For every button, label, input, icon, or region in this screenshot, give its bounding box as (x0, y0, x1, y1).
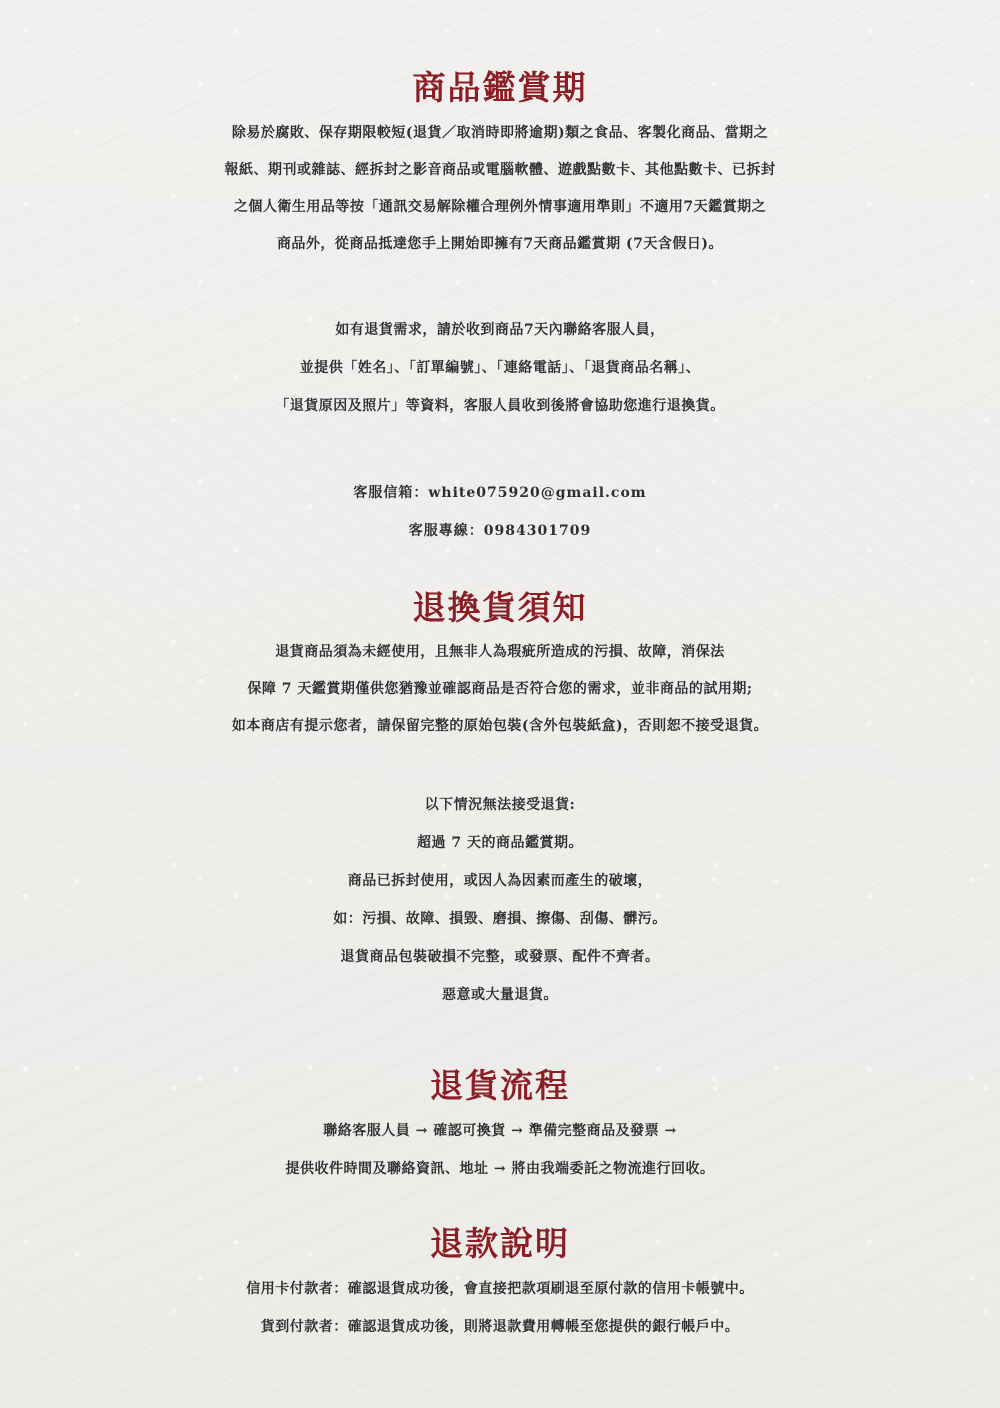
appreciation-period-body (0, 115, 1000, 263)
flow-line: 提供收件時間及聯絡資訊、地址 → 將由我端委託之物流進行回收。 (285, 1161, 715, 1177)
return-flow-steps (0, 1112, 1000, 1188)
exchange-notice-title: 退換貨須知 (412, 588, 588, 627)
return-request-instructions (0, 311, 1000, 425)
body-line: 並提供「姓名」、「訂單編號」、「連絡電話」、「退貨商品名稱」、 (299, 360, 701, 376)
body-line: 退貨商品須為未經使用，且無非人為瑕疵所造成的污損、故障，消保法 (275, 644, 725, 660)
list-item: 超過 7 天的商品鑑賞期。 (417, 835, 583, 851)
customer-service-email: 客服信箱：white075920@gmail.com (353, 485, 647, 501)
list-item: 如：污損、故障、損毀、磨損、擦傷、刮傷、髒污。 (333, 911, 667, 927)
body-line: 商品外，從商品抵達您手上開始即擁有7天商品鑑賞期 (7天含假日)。 (276, 236, 724, 252)
body-line: 保障 7 天鑑賞期僅供您猶豫並確認商品是否符合您的需求，並非商品的試用期; (247, 681, 753, 697)
body-line: 如有退貨需求，請於收到商品7天內聯絡客服人員， (335, 322, 665, 338)
list-item: 以下情況無法接受退貨: (424, 797, 576, 813)
return-flow-title: 退貨流程 (430, 1066, 570, 1105)
body-line: 除易於腐敗、保存期限較短(退貨／取消時即將逾期)類之食品、客製化商品、當期之 (231, 125, 769, 141)
body-line: 如本商店有提示您者，請保留完整的原始包裝(含外包裝紙盒)，否則恕不接受退貨。 (231, 718, 769, 734)
list-item: 惡意或大量退貨。 (442, 987, 558, 1003)
body-line: 之個人衛生用品等按「通訊交易解除權合理例外情事適用準則」不適用7天鑑賞期之 (233, 199, 767, 215)
list-item: 退貨商品包裝破損不完整，或發票、配件不齊者。 (340, 949, 660, 965)
list-item: 商品已拆封使用，或因人為因素而產生的破壞， (347, 873, 653, 889)
body-line: 貨到付款者：確認退貨成功後，則將退款費用轉帳至您提供的銀行帳戶中。 (260, 1319, 740, 1335)
flow-line: 聯絡客服人員 → 確認可換貨 → 準備完整商品及發票 → (323, 1123, 677, 1139)
refund-policy-body (0, 1270, 1000, 1346)
body-line: 信用卡付款者：確認退貨成功後，會直接把款項刷退至原付款的信用卡帳號中。 (246, 1281, 754, 1297)
non-returnable-conditions (0, 786, 1000, 1014)
exchange-notice-body (0, 634, 1000, 745)
refund-policy-title: 退款說明 (430, 1224, 570, 1263)
body-line: 報紙、期刊或雜誌、經拆封之影音商品或電腦軟體、遊戲點數卡、其他點數卡、已拆封 (224, 162, 776, 178)
customer-service-contact (0, 474, 1000, 550)
appreciation-period-title: 商品鑑賞期 (412, 68, 588, 107)
customer-service-phone: 客服專線：0984301709 (408, 523, 592, 539)
body-line: 「退貨原因及照片」等資料，客服人員收到後將會協助您進行退換貨。 (275, 398, 725, 414)
